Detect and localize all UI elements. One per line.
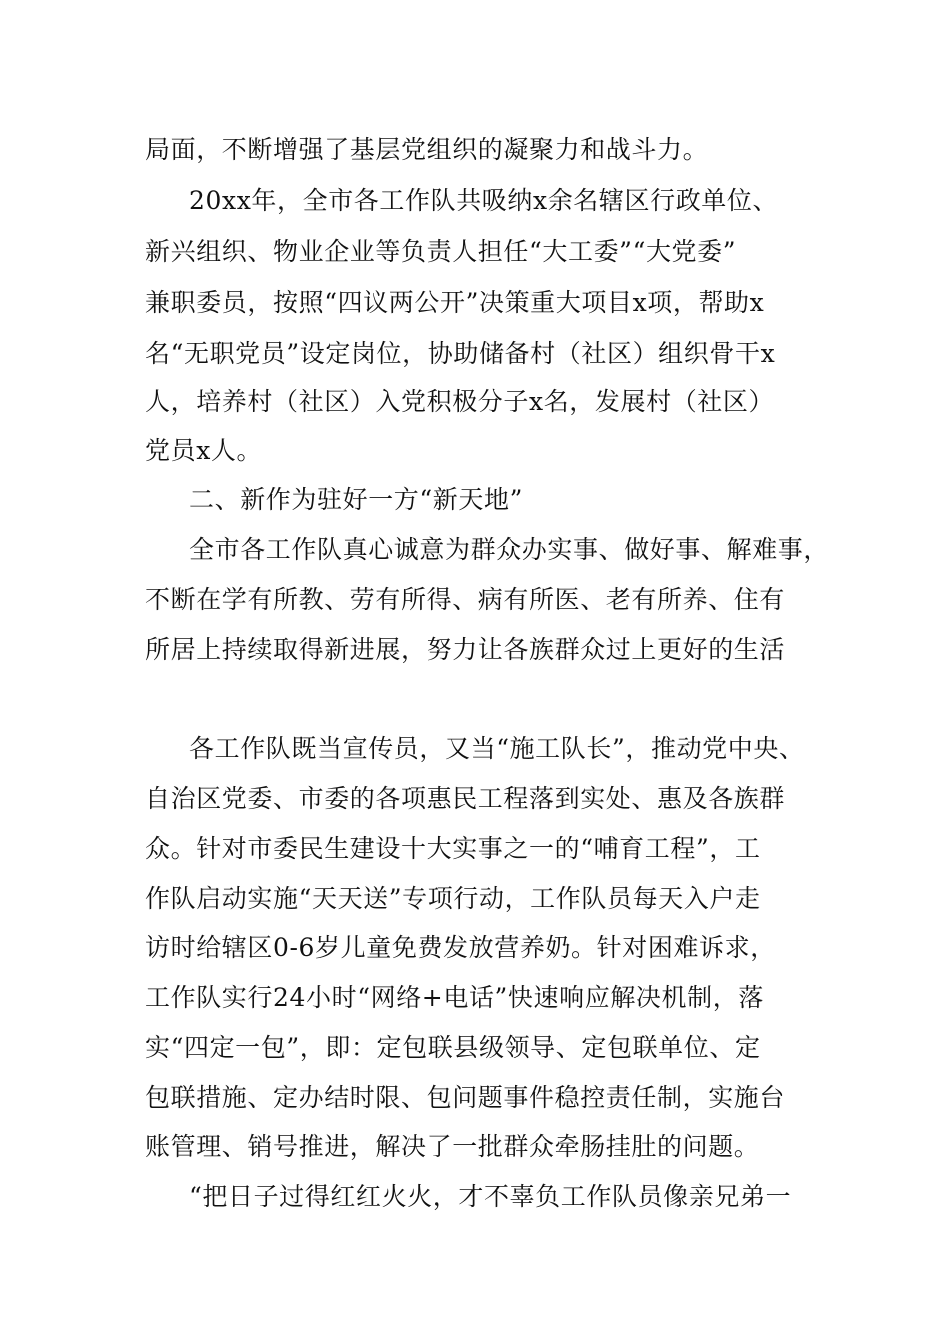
text-line-20: 账管理、销号推进，解决了一批群众牵肠挂肚的问题。 <box>145 1132 760 1161</box>
text-line-11: 所居上持续取得新进展，努力让各族群众过上更好的生活 <box>145 635 786 664</box>
text-line-21: “把日子过得红红火火，才不辜负工作队员像亲兄弟一 <box>189 1182 792 1211</box>
text-line-17: 工作队实行24小时“网络+电话”快速响应解决机制，落 <box>145 983 764 1012</box>
text-line-10: 不断在学有所教、劳有所得、病有所医、老有所养、住有 <box>145 585 786 614</box>
text-line-16: 访时给辖区0-6岁儿童免费发放营养奶。针对困难诉求， <box>145 933 776 962</box>
text-line-15: 作队启动实施“天天送”专项行动，工作队员每天入户走 <box>145 884 761 913</box>
text-line-13: 自治区党委、市委的各项惠民工程落到实处、惠及各族群 <box>145 784 786 813</box>
text-line-6: 人，培养村（社区）入党积极分子x名，发展村（社区） <box>145 387 775 416</box>
text-line-3: 新兴组织、物业企业等负责人担任“大工委”“大党委” <box>145 237 737 266</box>
text-line-18: 实“四定一包”，即：定包联县级领导、定包联单位、定 <box>145 1033 761 1062</box>
text-line-4: 兼职委员，按照“四议两公开”决策重大项目x项，帮助x <box>145 288 765 317</box>
section-heading: 二、新作为驻好一方“新天地” <box>189 485 523 514</box>
text-line-9: 全市各工作队真心诚意为群众办实事、做好事、解难事， <box>189 535 830 564</box>
text-line-1: 局面，不断增强了基层党组织的凝聚力和战斗力。 <box>145 135 709 164</box>
text-line-7: 党员x人。 <box>145 436 263 465</box>
text-line-2: 20xx年，全市各工作队共吸纳x余名辖区行政单位、 <box>189 186 779 215</box>
text-line-5: 名“无职党员”设定岗位，协助储备村（社区）组织骨干x <box>145 339 776 368</box>
text-line-12: 各工作队既当宣传员，又当“施工队长”，推动党中央、 <box>189 734 805 763</box>
text-line-19: 包联措施、定办结时限、包问题事件稳控责任制，实施台 <box>145 1083 786 1112</box>
text-line-14: 众。针对市委民生建设十大实事之一的“哺育工程”，工 <box>145 834 761 863</box>
